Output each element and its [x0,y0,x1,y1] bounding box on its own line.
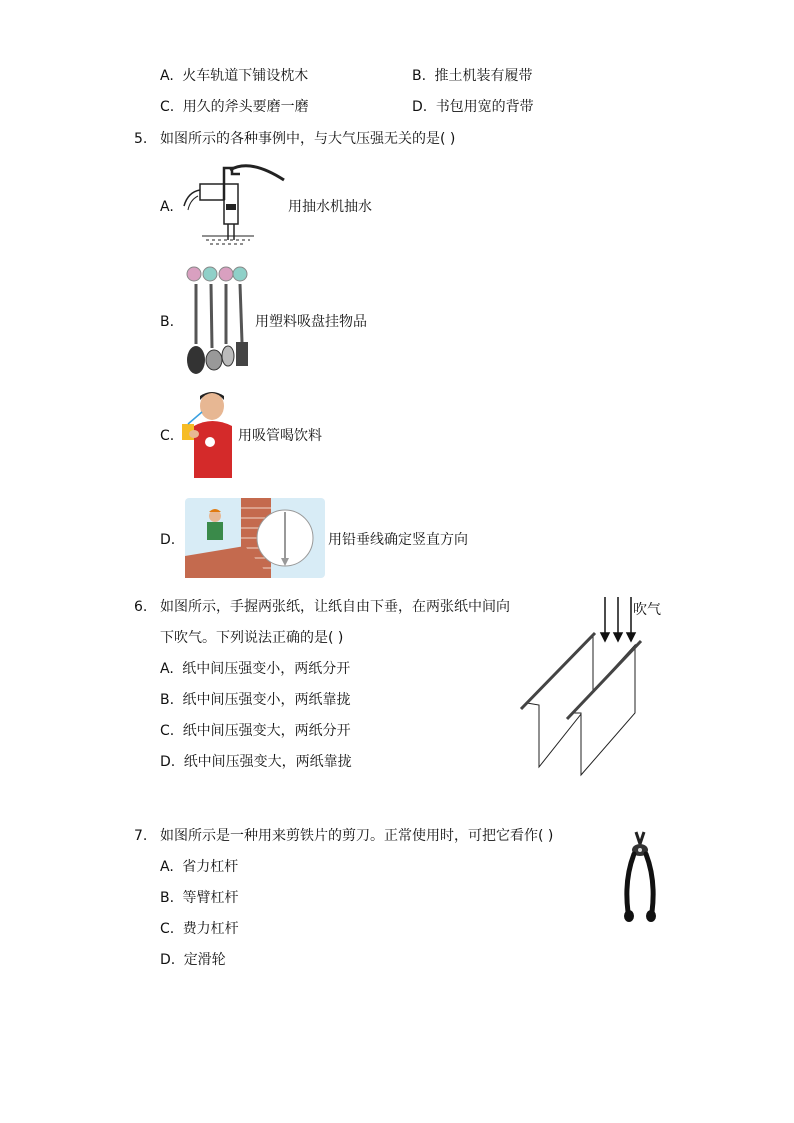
boy-drinking-image [180,386,236,480]
q4-option-a: A. 火车轨道下铺设枕木 [160,68,309,84]
water-pump-image [180,160,290,248]
q5-option-c-letter: C. [160,428,175,444]
q6-option-a: A. 纸中间压强变小，两纸分开 [160,661,351,677]
blow-label: 吹气 [633,602,661,618]
q6-option-d: D. 纸中间压强变大，两纸靠拢 [160,754,352,770]
q7-option-d: D. 定滑轮 [160,952,226,968]
q5-option-b-text: 用塑料吸盘挂物品 [255,314,367,330]
q5-number: 5. [134,131,148,147]
plumb-line-image [185,498,325,578]
q7-number: 7. [134,828,148,844]
q5-option-d-letter: D. [160,532,176,548]
q7-option-c: C. 费力杠杆 [160,921,239,937]
metal-shears-image [620,830,660,924]
q6-stem-line2: 下吹气。下列说法正确的是( ) [160,630,344,646]
q7-option-b: B. 等臂杠杆 [160,890,239,906]
q5-option-d-text: 用铅垂线确定竖直方向 [328,532,468,548]
q5-option-b-letter: B. [160,314,175,330]
q6-option-c: C. 纸中间压强变大，两纸分开 [160,723,351,739]
q4-option-d: D. 书包用宽的背带 [412,99,534,115]
paper-blowing-diagram [515,595,650,777]
q4-option-b: B. 推土机装有履带 [412,68,533,84]
suction-hooks-image [184,264,254,376]
q6-stem-line1: 如图所示，手握两张纸，让纸自由下垂，在两张纸中间向 [160,599,510,615]
q6-option-b: B. 纸中间压强变小，两纸靠拢 [160,692,351,708]
q5-option-a-text: 用抽水机抽水 [288,199,372,215]
q5-option-a-letter: A. [160,199,174,215]
q4-option-c: C. 用久的斧头要磨一磨 [160,99,309,115]
q5-stem: 如图所示的各种事例中，与大气压强无关的是( ) [160,131,456,147]
q7-option-a: A. 省力杠杆 [160,859,239,875]
q7-stem: 如图所示是一种用来剪铁片的剪刀。正常使用时，可把它看作( ) [160,828,554,844]
q6-number: 6. [134,599,148,615]
q5-option-c-text: 用吸管喝饮料 [238,428,322,444]
